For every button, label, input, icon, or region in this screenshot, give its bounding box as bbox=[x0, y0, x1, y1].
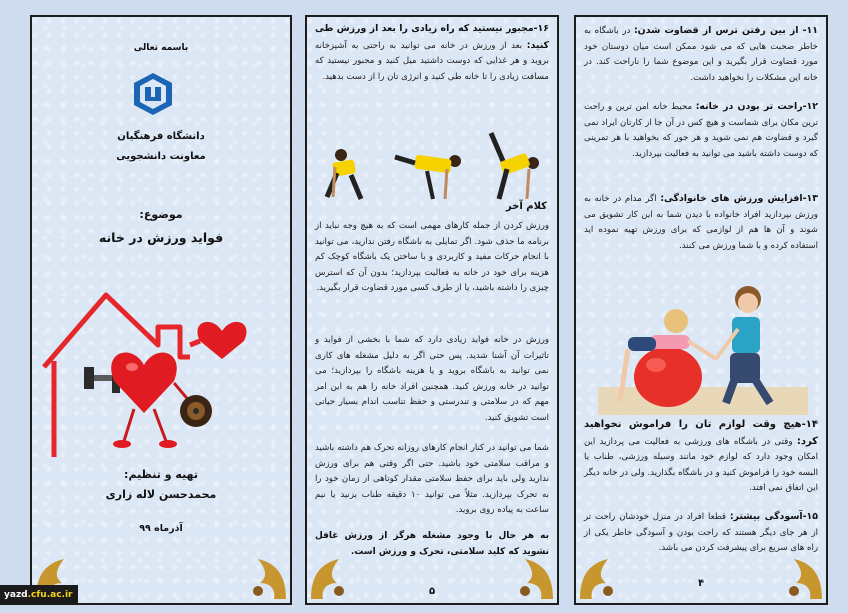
ornament-icon bbox=[244, 555, 288, 601]
section-12-heading: ۱۲-راحت تر بودن در خانه: bbox=[695, 101, 818, 112]
final-word-heading: کلام آخر bbox=[505, 201, 547, 212]
section-11 bbox=[584, 23, 818, 86]
section-16-body: بعد از ورزش در خانه می توانید به راحتی به آشپزخانه بروید و هر غذایی که دوست داشتید میل کنید و مجبور نیستید که مسافت زیادی را تا خانه طی کنید و انرژی تان را از دست بدهید. bbox=[315, 40, 549, 82]
section-16-heading: ۱۶-مجبور نیستید که راه زیادی را بعد از ورزش طی کنید: bbox=[315, 23, 549, 51]
page-number-5: ۵ bbox=[429, 586, 436, 597]
section-12-body: محیط خانه امن ترین و راحت ترین مکان برای شماست و هیچ کس در آن جا از کارتان ایراد نمی گیرد و قضاوت هم نمی شوید و هر جور که بخواهید با هر تمرینی که دوست داشته باشید می توانید به فعالیت بپردازید. bbox=[584, 102, 818, 159]
cover-panel bbox=[27, 15, 292, 605]
closing-sentence: به هر حال با وجود مشغله هرگز از ورزش غافل نشوید که کلید سلامتی، تحرک و ورزش است. bbox=[315, 531, 549, 557]
bismillah-text: باسمه تعالی bbox=[133, 43, 189, 53]
ornament-icon bbox=[309, 555, 353, 601]
final-paragraph-2: ورزش در خانه فواید زیادی دارد که شما با بخشی از فواید و تاثیرات آن آشنا شدید. پس حتی اگر به دلیل مشغله های کاری نمی توانید به باشگاه بروید و یا هزینه باشگاه را بپردازید؛ می توانید در خانه ورزش کنید. همچنین افراد خانه را هم به این امر مهم که در سلامتی و تندرستی و حفظ تناسب اندام بسیار حیاتی است تشویق کنید. bbox=[315, 335, 549, 423]
page-number-4: ۴ bbox=[698, 578, 705, 589]
section-15-heading: ۱۵-آسودگی بیشتر: bbox=[729, 511, 818, 522]
section-13 bbox=[584, 191, 818, 254]
ornament-icon bbox=[780, 555, 824, 601]
section-12 bbox=[584, 99, 818, 162]
pushup-exercise-icon bbox=[315, 127, 551, 209]
source-suffix: .cfu.ac.ir bbox=[27, 590, 73, 600]
section-16 bbox=[315, 21, 549, 85]
kids-exercise-ball-icon bbox=[598, 269, 808, 415]
section-13-body: اگر مدام در خانه به ورزش بپردازید افراد خانواده با دیدن شما به این کار تشویق می شوند و آن ها هم از لوازمی که برای ورزش تهیه نموده اید استفاده کرده و با شما ورزش می کنند. bbox=[584, 194, 818, 251]
section-11-heading: ۱۱- از بین رفتن ترس از قضاوت شدن: bbox=[633, 25, 818, 36]
section-15 bbox=[584, 509, 818, 557]
department-name: معاونت دانشجویی bbox=[116, 151, 206, 162]
section-14-heading: ۱۴-هیچ وقت لوازم تان را فراموش نخواهید کرد: bbox=[584, 419, 818, 447]
source-prefix: yazd bbox=[4, 590, 28, 600]
section-13-heading: ۱۳-افزایش ورزش های خانوادگی: bbox=[660, 193, 818, 204]
section-15-body: قطعا افراد در منزل خودشان راحت تر از هر جای دیگر هستند که راحت بودن و آسودگی خاطر یکی از راه های سریع برای پیشرفت کردن می باشد. bbox=[584, 512, 818, 553]
final-paragraph-1: ورزش کردن از جمله کارهای مهمی است که به هیچ وجه نباید از برنامه ما حذف شود. اگر تمایلی به باشگاه رفتن ندارید، می توانید با انجام حرکات مفید و کاربردی و با ساختن یک باشگاه کوچک کم هزینه برای خود در خانه به فعالیت بپردازید؛ بدون آن که استرس چیزی را داشته باشید، یا از طرف کسی مورد قضاوت قرار بگیرید. bbox=[315, 221, 549, 293]
middle-panel bbox=[305, 15, 559, 605]
section-11-body: در باشگاه به خاطر صحبت هایی که می شود ممکن است میان دوستان خود مورد قضاوت قرار بگیرید و این موضوع شما را ناراحت کند. در خانه این مشکلات را نخواهید داشت. bbox=[584, 26, 818, 83]
author-name: محمدحسن لاله زاری bbox=[105, 488, 217, 501]
prepared-by-label: تهیه و تنظیم: bbox=[124, 468, 198, 481]
right-panel bbox=[574, 15, 828, 605]
university-logo-icon bbox=[132, 71, 174, 117]
subject-label: موضوع: bbox=[139, 208, 183, 221]
source-watermark bbox=[0, 585, 78, 605]
section-14-body: وقتی در باشگاه های ورزشی به فعالیت می پردازید این امکان وجود دارد که لوازم خود مانند وسیله ورزشی، طناب یا البسه خود را فراموش کنید و در باشگاه بگذارید. ولی در خانه دیگر این اتفاق نمی افتد. bbox=[584, 436, 818, 493]
heart-dumbbell-icon bbox=[84, 337, 214, 457]
section-14 bbox=[584, 417, 818, 497]
ornament-icon bbox=[578, 555, 622, 601]
ornament-icon bbox=[511, 555, 555, 601]
final-paragraph-3: شما می توانید در کنار انجام کارهای روزانه تحرک هم داشته باشید و مراقب سلامتی خود باشید. حتی اگر وقتی هم برای ورزش ندارید ولی باید برای حفظ سلامتی مقدار کوتاهی از زمان خود را به تحرک بپردازید. مثلاً می توانید ۱۰ دقیقه طناب بزنید یا نیم ساعت به پیاده روی بروید. bbox=[315, 443, 549, 515]
university-name: دانشگاه فرهنگیان bbox=[117, 131, 205, 142]
subject-title: فواید ورزش در خانه bbox=[98, 230, 224, 245]
date-text: آذرماه ۹۹ bbox=[139, 523, 183, 534]
